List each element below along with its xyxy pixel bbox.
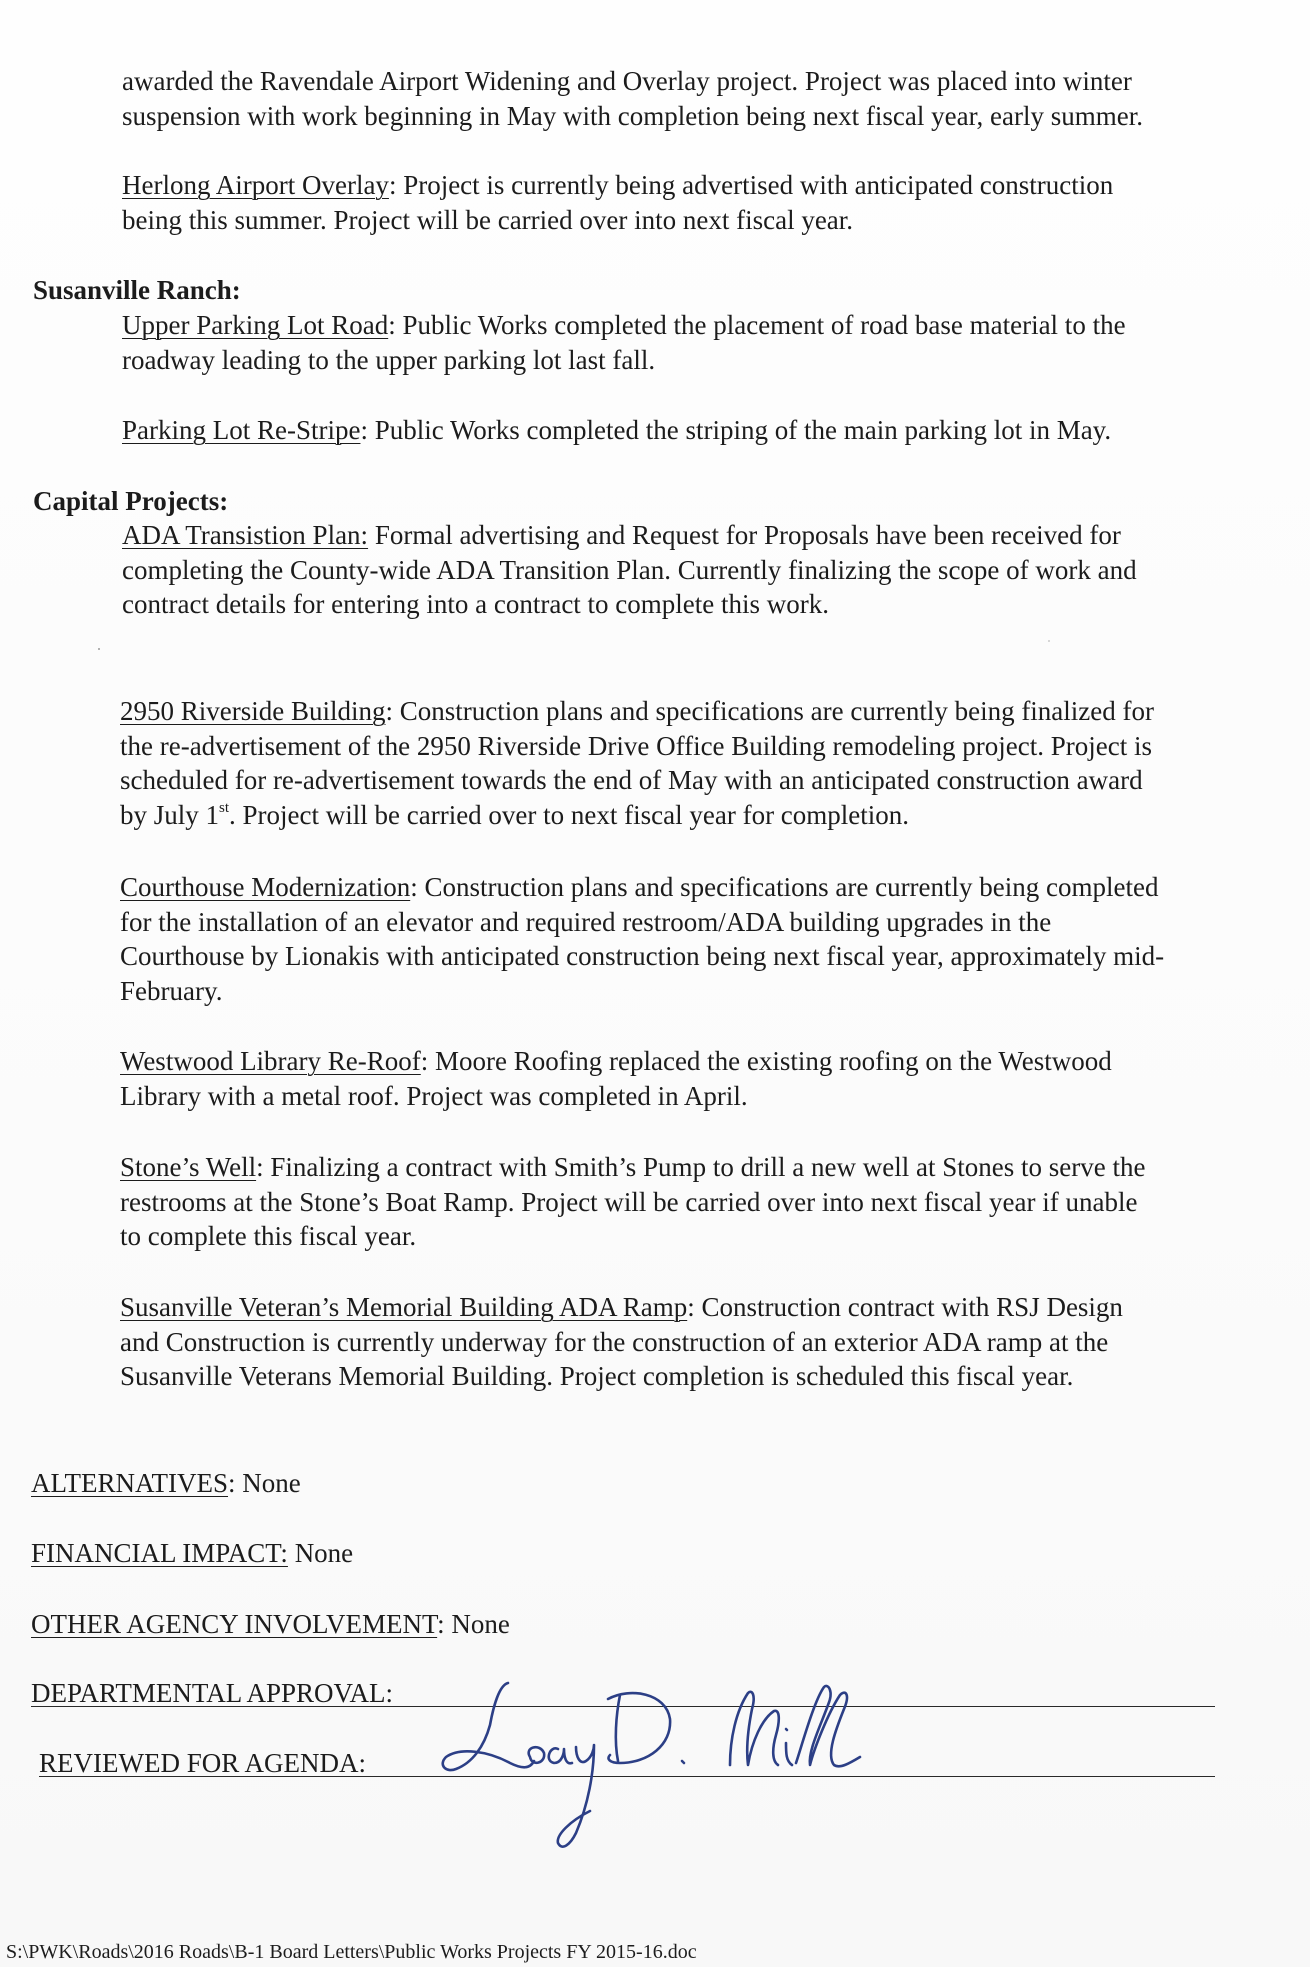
scan-speck xyxy=(98,648,100,650)
herlong-text: being this summer. Project will be carried over into next fiscal year. xyxy=(122,204,854,235)
courthouse-text: February. xyxy=(120,975,223,1006)
stones-text: : Finalizing a contract with Smith’s Pump to drill a new well at Stones to serve the xyxy=(256,1152,1146,1182)
stones-paragraph xyxy=(120,1150,1145,1254)
courthouse-text: for the installation of an elevator and required restroom/ADA building upgrades in the xyxy=(120,906,1052,937)
riverside-title: 2950 Riverside Building xyxy=(120,696,386,726)
file-path-footer: S:\PWK\Roads\2016 Roads\B-1 Board Letters\Public Works Projects FY 2015-16.doc xyxy=(6,1941,697,1963)
ada-text: Formal advertising and Request for Proposals have been received for xyxy=(368,520,1121,550)
ada-text: contract details for entering into a contract to complete this work. xyxy=(122,589,830,620)
scan-speck xyxy=(1048,640,1050,642)
courthouse-text: Courthouse by Lionakis with anticipated construction being next fiscal year, approximately mid- xyxy=(120,941,1165,972)
financial-impact-label: FINANCIAL IMPACT: xyxy=(31,1538,288,1568)
herlong-text: : Project is currently being advertised with anticipated construction xyxy=(388,170,1114,200)
veterans-text: : Construction contract with RSJ Design xyxy=(687,1292,1123,1322)
intro-line: suspension with work beginning in May with completion being next fiscal year, early summer. xyxy=(122,100,1143,131)
ada-title: ADA Transistion Plan: xyxy=(122,520,369,550)
intro-line: awarded the Ravendale Airport Widening and Overlay project. Project was placed into winter xyxy=(122,66,1132,96)
upper-parking-title: Upper Parking Lot Road xyxy=(122,310,389,340)
departmental-approval-label: DEPARTMENTAL APPROVAL: xyxy=(31,1678,394,1708)
riverside-text: the re-advertisement of the 2950 Riverside Drive Office Building remodeling project. Project is xyxy=(120,730,1152,761)
upper-parking-text: : Public Works completed the placement of road base material to the xyxy=(388,310,1126,340)
ada-paragraph xyxy=(122,518,1137,622)
alternatives-field xyxy=(31,1466,301,1500)
capital-projects-heading: Capital Projects: xyxy=(33,486,229,516)
veterans-text: and Construction is currently underway for the construction of an exterior ADA ramp at the xyxy=(120,1326,1109,1357)
upper-parking-paragraph xyxy=(122,308,1126,377)
stones-text: restrooms at the Stone’s Boat Ramp. Project will be carried over into next fiscal year if unable xyxy=(120,1186,1138,1217)
stones-text: to complete this fiscal year. xyxy=(120,1221,417,1252)
courthouse-text: : Construction plans and specifications are currently being completed xyxy=(410,872,1159,902)
alternatives-value: : None xyxy=(228,1468,301,1498)
other-agency-label: OTHER AGENCY INVOLVEMENT xyxy=(31,1609,438,1639)
restripe-title: Parking Lot Re-Stripe xyxy=(122,415,361,445)
reviewed-for-agenda-field xyxy=(39,1746,366,1780)
westwood-text: Library with a metal roof. Project was completed in April. xyxy=(120,1080,748,1111)
veterans-paragraph xyxy=(120,1290,1123,1394)
westwood-text: : Moore Roofing replaced the existing roofing on the Westwood xyxy=(420,1046,1112,1076)
alternatives-label: ALTERNATIVES xyxy=(31,1468,229,1498)
financial-impact-value: None xyxy=(287,1538,354,1568)
restripe-paragraph xyxy=(122,413,1111,448)
veterans-text: Susanville Veterans Memorial Building. Project completion is scheduled this fiscal year. xyxy=(120,1361,1074,1392)
other-agency-value: : None xyxy=(437,1609,510,1639)
riverside-text: . Project will be carried over to next fiscal year for completion. xyxy=(229,799,910,830)
stones-title: Stone’s Well xyxy=(120,1152,257,1182)
westwood-title: Westwood Library Re-Roof xyxy=(120,1046,421,1076)
herlong-paragraph xyxy=(122,168,1113,237)
veterans-title: Susanville Veteran’s Memorial Building ADA Ramp xyxy=(120,1292,688,1322)
courthouse-paragraph xyxy=(120,870,1164,1008)
ada-text: completing the County-wide ADA Transition Plan. Currently finalizing the scope of work and xyxy=(122,554,1137,585)
riverside-text: scheduled for re-advertisement towards the end of May with an anticipated construction award xyxy=(120,765,1143,796)
intro-paragraph xyxy=(122,64,1143,133)
upper-parking-text: roadway leading to the upper parking lot last fall. xyxy=(122,344,656,375)
restripe-text: : Public Works completed the striping of the main parking lot in May. xyxy=(360,415,1112,445)
departmental-approval-field xyxy=(31,1676,393,1710)
reviewed-for-agenda-label: REVIEWED FOR AGENDA: xyxy=(39,1748,366,1778)
other-agency-field xyxy=(31,1607,510,1641)
susanville-ranch-heading: Susanville Ranch: xyxy=(33,275,241,305)
riverside-text: by July 1 xyxy=(120,799,220,830)
riverside-paragraph xyxy=(120,694,1154,832)
courthouse-title: Courthouse Modernization xyxy=(120,872,411,902)
westwood-paragraph xyxy=(120,1044,1112,1113)
handwritten-signature xyxy=(430,1665,870,1865)
herlong-title: Herlong Airport Overlay xyxy=(122,170,389,200)
financial-impact-field xyxy=(31,1536,353,1570)
riverside-text: : Construction plans and specifications are currently being finalized for xyxy=(385,696,1154,726)
ordinal-suffix: st xyxy=(219,799,230,816)
